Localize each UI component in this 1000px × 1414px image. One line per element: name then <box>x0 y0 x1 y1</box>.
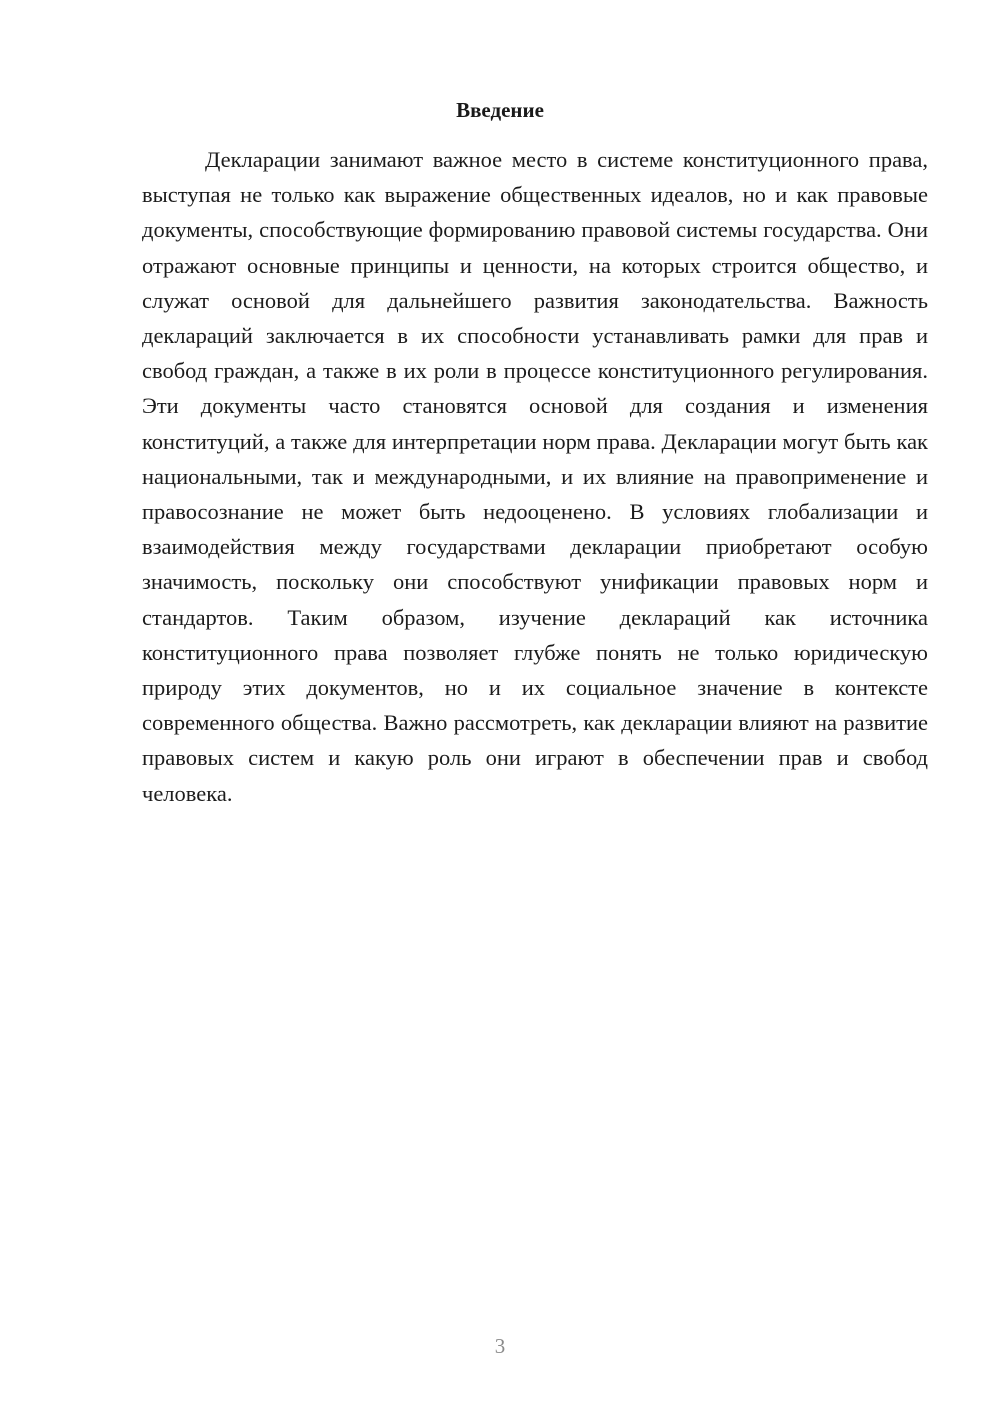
body-paragraph: Декларации занимают важное место в системе конституционного права, выступая не только как выражение общественных идеалов, но и как правовые документы, способствующие формированию правовой системы государства. Они отражают основные принципы и ценности, на которых строится общество, и служат основой для дальнейшего развития законодательства. Важность деклараций заключается в их способности устанавливать рамки для прав и свобод граждан, а также в их роли в процессе конституционного регулирования. Эти документы часто становятся основой для создания и изменения конституций, а также для интерпретации норм права. Декларации могут быть как национальными, так и международными, и их влияние на правоприменение и правосознание не может быть недооценено. В условиях глобализации и взаимодействия между государствами декларации приобретают особую значимость, поскольку они способствуют унификации правовых норм и стандартов. Таким образом, изучение деклараций как источника конституционного права позволяет глубже понять не только юридическую природу этих документов, но и их социальное значение в контексте современного общества. Важно рассмотреть, как декларации влияют на развитие правовых систем и какую роль они играют в обеспечении прав и свобод человека. <box>142 147 928 806</box>
page-number: 3 <box>494 1334 506 1358</box>
section-title: Введение <box>456 98 544 122</box>
